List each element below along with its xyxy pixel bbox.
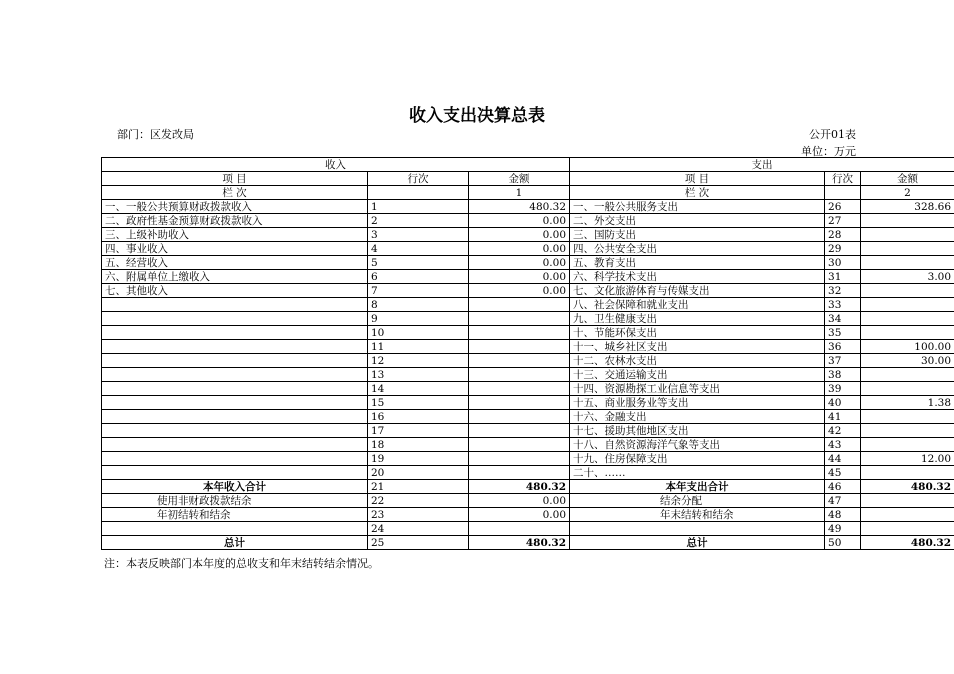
income-amount xyxy=(469,326,570,340)
table-row xyxy=(102,368,954,382)
income-amount: 0.00 xyxy=(469,256,570,270)
table-row xyxy=(102,438,954,452)
expense-grand-total-label: 总计 xyxy=(570,536,825,550)
expense-line-no: 34 xyxy=(825,312,861,326)
income-item-name xyxy=(102,354,368,368)
income-line-no: 4 xyxy=(368,242,469,256)
income-line-no: 7 xyxy=(368,284,469,298)
expense-amount xyxy=(861,410,954,424)
report-title: 收入支出决算总表 xyxy=(409,106,545,126)
expense-item-name: 七、文化旅游体育与传媒支出 xyxy=(570,284,825,298)
grand-total-row xyxy=(102,536,954,550)
header-row-section xyxy=(102,158,954,172)
income-item-name: 三、上级补助收入 xyxy=(102,228,368,242)
header-row-columns xyxy=(102,172,954,186)
row-49-line: 49 xyxy=(825,522,861,536)
expense-item-name: 九、卫生健康支出 xyxy=(570,312,825,326)
income-item-name xyxy=(102,438,368,452)
income-item-name xyxy=(102,326,368,340)
balance-row-24 xyxy=(102,522,954,536)
unit-label: 单位：万元 xyxy=(801,145,856,158)
income-line-no: 11 xyxy=(368,340,469,354)
expense-line-no: 29 xyxy=(825,242,861,256)
income-total-label: 本年收入合计 xyxy=(102,480,368,494)
table-row xyxy=(102,312,954,326)
income-item-name xyxy=(102,368,368,382)
income-total-amount: 480.32 xyxy=(469,480,570,494)
expense-amount xyxy=(861,326,954,340)
expense-amount xyxy=(861,312,954,326)
balance-row-22 xyxy=(102,494,954,508)
income-amount xyxy=(469,340,570,354)
row-49-amount xyxy=(861,522,954,536)
income-col-label: 栏 次 xyxy=(102,186,368,200)
expense-line-no: 43 xyxy=(825,438,861,452)
income-amount xyxy=(469,312,570,326)
income-expense-table xyxy=(101,157,954,550)
income-grand-total-amount: 480.32 xyxy=(469,536,570,550)
expense-amount: 30.00 xyxy=(861,354,954,368)
income-line-no: 16 xyxy=(368,410,469,424)
expense-total-amount: 480.32 xyxy=(861,480,954,494)
expense-line-no: 39 xyxy=(825,382,861,396)
expense-col-line-blank xyxy=(825,186,861,200)
header-row-col-index xyxy=(102,186,954,200)
expense-line-header: 行次 xyxy=(825,172,861,186)
income-item-name: 六、附属单位上缴收入 xyxy=(102,270,368,284)
total-row xyxy=(102,480,954,494)
income-item-name xyxy=(102,424,368,438)
expense-line-no: 36 xyxy=(825,340,861,354)
expense-amount: 100.00 xyxy=(861,340,954,354)
income-line-no: 5 xyxy=(368,256,469,270)
income-item-name xyxy=(102,452,368,466)
expense-amount-header: 金额 xyxy=(861,172,954,186)
expense-amount: 328.66 xyxy=(861,200,954,214)
expense-line-no: 40 xyxy=(825,396,861,410)
table-row xyxy=(102,242,954,256)
expense-line-no: 41 xyxy=(825,410,861,424)
income-amount xyxy=(469,368,570,382)
table-row xyxy=(102,410,954,424)
expense-amount: 3.00 xyxy=(861,270,954,284)
expense-line-no: 33 xyxy=(825,298,861,312)
expense-item-name: 一、一般公共服务支出 xyxy=(570,200,825,214)
income-item-name: 二、政府性基金预算财政拨款收入 xyxy=(102,214,368,228)
income-amount xyxy=(469,424,570,438)
income-line-header: 行次 xyxy=(368,172,469,186)
table-row xyxy=(102,466,954,480)
expense-grand-total-amount: 480.32 xyxy=(861,536,954,550)
row-49-label xyxy=(570,522,825,536)
expense-line-no: 45 xyxy=(825,466,861,480)
surplus-distribution-label: 结余分配 xyxy=(570,494,825,508)
income-col-index: 1 xyxy=(469,186,570,200)
expense-amount xyxy=(861,242,954,256)
expense-line-no: 31 xyxy=(825,270,861,284)
department-label: 部门：区发改局 xyxy=(117,128,194,141)
income-line-no: 15 xyxy=(368,396,469,410)
income-item-name xyxy=(102,298,368,312)
expense-amount xyxy=(861,214,954,228)
expense-amount xyxy=(861,228,954,242)
expense-amount xyxy=(861,298,954,312)
expense-amount xyxy=(861,382,954,396)
table-row xyxy=(102,228,954,242)
footnote: 注：本表反映部门本年度的总收支和年末结转结余情况。 xyxy=(104,557,379,570)
income-line-no: 20 xyxy=(368,466,469,480)
closing-balance-label: 年末结转和结余 xyxy=(570,508,825,522)
expense-item-name: 十六、金融支出 xyxy=(570,410,825,424)
row-22-line: 22 xyxy=(368,494,469,508)
balance-row-23 xyxy=(102,508,954,522)
form-number: 公开01表 xyxy=(809,128,856,141)
expense-col-label: 栏 次 xyxy=(570,186,825,200)
income-item-name xyxy=(102,466,368,480)
income-item-name xyxy=(102,410,368,424)
income-line-no: 8 xyxy=(368,298,469,312)
income-item-header: 项 目 xyxy=(102,172,368,186)
expense-item-name: 十四、资源勘探工业信息等支出 xyxy=(570,382,825,396)
expense-col-index: 2 xyxy=(861,186,954,200)
expense-item-header: 项 目 xyxy=(570,172,825,186)
income-grand-total-line: 25 xyxy=(368,536,469,550)
income-line-no: 19 xyxy=(368,452,469,466)
income-item-name: 四、事业收入 xyxy=(102,242,368,256)
table-row xyxy=(102,256,954,270)
income-item-name: 七、其他收入 xyxy=(102,284,368,298)
row-23-line: 23 xyxy=(368,508,469,522)
expense-item-name: 二、外交支出 xyxy=(570,214,825,228)
expense-line-no: 26 xyxy=(825,200,861,214)
row-24-line: 24 xyxy=(368,522,469,536)
table-row xyxy=(102,354,954,368)
income-line-no: 10 xyxy=(368,326,469,340)
table-row xyxy=(102,340,954,354)
table-row xyxy=(102,396,954,410)
expense-amount xyxy=(861,284,954,298)
table-row xyxy=(102,326,954,340)
expense-item-name: 十八、自然资源海洋气象等支出 xyxy=(570,438,825,452)
expense-line-no: 27 xyxy=(825,214,861,228)
table-row xyxy=(102,200,954,214)
table-row xyxy=(102,298,954,312)
income-line-no: 12 xyxy=(368,354,469,368)
table-row xyxy=(102,270,954,284)
income-line-no: 18 xyxy=(368,438,469,452)
expense-item-name: 五、教育支出 xyxy=(570,256,825,270)
income-amount xyxy=(469,298,570,312)
income-amount xyxy=(469,354,570,368)
expense-amount xyxy=(861,438,954,452)
table-row xyxy=(102,214,954,228)
income-line-no: 2 xyxy=(368,214,469,228)
income-amount xyxy=(469,396,570,410)
expense-line-no: 28 xyxy=(825,228,861,242)
row-24-amount xyxy=(469,522,570,536)
expense-amount: 1.38 xyxy=(861,396,954,410)
expense-total-line: 46 xyxy=(825,480,861,494)
expense-item-name: 十九、住房保障支出 xyxy=(570,452,825,466)
income-amount-header: 金额 xyxy=(469,172,570,186)
income-item-name xyxy=(102,340,368,354)
income-amount xyxy=(469,452,570,466)
income-section-header: 收入 xyxy=(102,158,570,172)
table-row xyxy=(102,284,954,298)
income-item-name xyxy=(102,396,368,410)
expense-grand-total-line: 50 xyxy=(825,536,861,550)
expense-amount xyxy=(861,466,954,480)
income-item-name xyxy=(102,312,368,326)
expense-line-no: 44 xyxy=(825,452,861,466)
income-amount: 480.32 xyxy=(469,200,570,214)
expense-item-name: 三、国防支出 xyxy=(570,228,825,242)
expense-line-no: 32 xyxy=(825,284,861,298)
expense-item-name: 十一、城乡社区支出 xyxy=(570,340,825,354)
expense-line-no: 30 xyxy=(825,256,861,270)
income-col-line-blank xyxy=(368,186,469,200)
table-row xyxy=(102,382,954,396)
expense-item-name: 十三、交通运输支出 xyxy=(570,368,825,382)
table-row xyxy=(102,424,954,438)
income-line-no: 14 xyxy=(368,382,469,396)
row-22-amount: 0.00 xyxy=(469,494,570,508)
expense-amount: 12.00 xyxy=(861,452,954,466)
income-line-no: 1 xyxy=(368,200,469,214)
income-amount xyxy=(469,466,570,480)
expense-total-label: 本年支出合计 xyxy=(570,480,825,494)
income-line-no: 9 xyxy=(368,312,469,326)
expense-item-name: 四、公共安全支出 xyxy=(570,242,825,256)
expense-amount xyxy=(861,424,954,438)
non-fiscal-balance-label: 使用非财政拨款结余 xyxy=(102,494,368,508)
income-line-no: 3 xyxy=(368,228,469,242)
expense-item-name: 十七、援助其他地区支出 xyxy=(570,424,825,438)
income-amount: 0.00 xyxy=(469,214,570,228)
expense-item-name: 十五、商业服务业等支出 xyxy=(570,396,825,410)
row-23-amount: 0.00 xyxy=(469,508,570,522)
row-48-line: 48 xyxy=(825,508,861,522)
expense-section-header: 支出 xyxy=(570,158,954,172)
income-amount xyxy=(469,410,570,424)
expense-item-name: 十二、农林水支出 xyxy=(570,354,825,368)
expense-item-name: 二十、…… xyxy=(570,466,825,480)
row-24-label xyxy=(102,522,368,536)
expense-item-name: 六、科学技术支出 xyxy=(570,270,825,284)
table-row xyxy=(102,452,954,466)
income-total-line: 21 xyxy=(368,480,469,494)
expense-amount xyxy=(861,256,954,270)
income-amount: 0.00 xyxy=(469,270,570,284)
expense-line-no: 37 xyxy=(825,354,861,368)
income-amount xyxy=(469,382,570,396)
income-line-no: 13 xyxy=(368,368,469,382)
row-47-line: 47 xyxy=(825,494,861,508)
income-item-name: 五、经营收入 xyxy=(102,256,368,270)
row-47-amount xyxy=(861,494,954,508)
income-amount xyxy=(469,438,570,452)
opening-balance-label: 年初结转和结余 xyxy=(102,508,368,522)
income-amount: 0.00 xyxy=(469,284,570,298)
expense-line-no: 38 xyxy=(825,368,861,382)
income-item-name xyxy=(102,382,368,396)
income-amount: 0.00 xyxy=(469,242,570,256)
income-line-no: 17 xyxy=(368,424,469,438)
expense-item-name: 八、社会保障和就业支出 xyxy=(570,298,825,312)
expense-item-name: 十、节能环保支出 xyxy=(570,326,825,340)
income-line-no: 6 xyxy=(368,270,469,284)
expense-line-no: 42 xyxy=(825,424,861,438)
row-48-amount xyxy=(861,508,954,522)
income-grand-total-label: 总计 xyxy=(102,536,368,550)
income-item-name: 一、一般公共预算财政拨款收入 xyxy=(102,200,368,214)
expense-amount xyxy=(861,368,954,382)
expense-line-no: 35 xyxy=(825,326,861,340)
income-amount: 0.00 xyxy=(469,228,570,242)
